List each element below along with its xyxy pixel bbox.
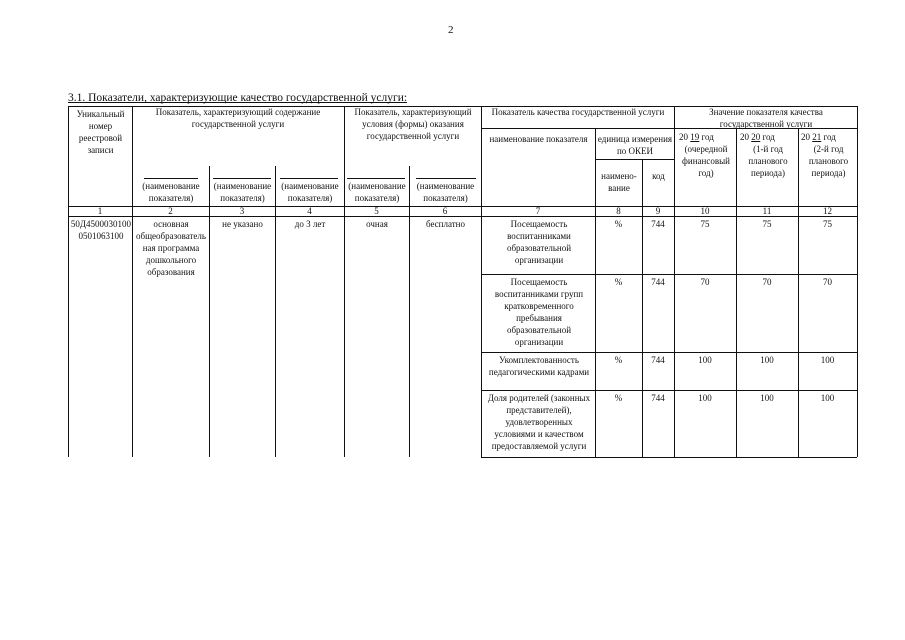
record-content-1: основная общеобразователь ная программа дошкольного образования	[136, 219, 206, 277]
header-indicator-value: Значение показателя качества государственной услуги	[709, 107, 823, 129]
sub-indicator-line-2	[213, 178, 271, 179]
col-number-8: 8	[616, 206, 621, 216]
indicator-2-value-2020: 70	[762, 277, 772, 287]
col-number-12: 12	[823, 206, 832, 216]
header-unit-name: наимено-вание	[601, 171, 637, 193]
section-title-underline	[68, 102, 407, 103]
col-border-0	[68, 106, 69, 457]
year3-value: 21	[812, 132, 822, 142]
indicator-3-name: Укомплектованность педагогическими кадрами	[488, 355, 590, 377]
year3-suffix: год	[823, 132, 836, 142]
col-number-2: 2	[168, 206, 173, 216]
indicator-row-divider-2	[481, 352, 857, 353]
sub-indicator-1: (наименование показателя)	[142, 181, 200, 203]
col-border-6	[481, 106, 482, 457]
year3-prefix: 20	[801, 132, 810, 142]
sub-indicator-line-1	[144, 178, 198, 179]
indicator-3-unit: %	[614, 355, 623, 365]
sub-indicator-line-3	[280, 178, 338, 179]
indicator-4-unit: %	[614, 393, 623, 403]
header-indicator-name: наименование показателя	[489, 134, 588, 144]
indicator-4-value-2021: 100	[820, 393, 835, 403]
col-number-6: 6	[442, 206, 448, 216]
section-title-text: 3.1. Показатели, характеризующие качество государственной услуги:	[68, 92, 408, 104]
indicator-1-name: Посещаемость воспитанниками образовательной организации	[506, 219, 572, 265]
col-number-3: 3	[239, 206, 245, 216]
col-border-11	[798, 128, 799, 457]
col-number-11: 11	[762, 206, 772, 216]
year1-label	[679, 131, 714, 143]
indicator-2-value-2019: 70	[700, 277, 710, 287]
year3-label	[801, 131, 836, 143]
okei-header-divider	[595, 159, 674, 160]
indicator-2-unit: %	[614, 277, 623, 287]
header-unique-number: Уникальный номер реестровой записи	[76, 109, 125, 155]
record-unique-number: 50Д45000301000501063100	[70, 219, 132, 241]
col-number-5: 5	[374, 206, 379, 216]
col-number-1: 1	[97, 206, 103, 216]
sub-indicator-line-5	[416, 178, 476, 179]
col-number-4: 4	[307, 206, 312, 216]
indicator-3-value-2020: 100	[760, 355, 774, 365]
sub-indicator-5: (наименование показателя)	[416, 181, 475, 203]
year2-desc: (1-й год планового периода)	[748, 144, 788, 178]
record-condition-2: бесплатно	[426, 219, 465, 229]
indicator-row-divider-1	[481, 274, 857, 275]
col-border-8	[642, 159, 643, 457]
indicator-3-value-2019: 100	[698, 355, 712, 365]
indicator-1-value-2020: 75	[762, 219, 772, 229]
col-number-9: 9	[655, 206, 661, 216]
record-content-2: не указано	[222, 219, 263, 229]
indicator-1-value-2019: 75	[700, 219, 710, 229]
indicator-4-value-2020: 100	[760, 393, 774, 403]
sub-indicator-2: (наименование показателя)	[213, 181, 272, 203]
indicator-4-value-2019: 100	[698, 393, 712, 403]
year1-suffix: год	[701, 132, 714, 142]
indicator-3-code: 744	[651, 355, 665, 365]
record-condition-1: очная	[366, 219, 388, 229]
indicator-row-divider-3	[481, 390, 857, 391]
col-border-7	[595, 128, 596, 457]
indicator-1-code: 744	[651, 219, 665, 229]
sub-indicator-4: (наименование показателя)	[348, 181, 406, 203]
col-border-4	[344, 106, 345, 457]
year2-prefix: 20	[740, 132, 749, 142]
indicator-2-code: 744	[651, 277, 665, 287]
indicator-3-value-2021: 100	[820, 355, 835, 365]
header-quality-indicator: Показатель качества государственной услуги	[491, 107, 665, 117]
indicator-1-value-2021: 75	[823, 219, 832, 229]
col-border-12	[857, 106, 858, 457]
year1-desc: (очередной финансовый год)	[682, 144, 730, 178]
sub-indicator-3: (наименование показателя)	[281, 181, 339, 203]
header-conditions-indicator: Показатель, характеризующий условия (формы) оказания государственной услуги	[354, 107, 472, 141]
year2-label	[740, 131, 775, 143]
header-unit-okei: единица измерения по ОКЕИ	[597, 134, 673, 156]
section-title	[68, 92, 407, 104]
year3-desc: (2-й год планового периода)	[808, 144, 849, 178]
year2-suffix: год	[762, 132, 775, 142]
indicator-1-unit: %	[614, 219, 623, 229]
year1-prefix: 20	[679, 132, 688, 142]
indicator-4-name: Доля родителей (законных представителей), удовлетворенных условиями и качеством предоставляемой услуги	[487, 393, 591, 451]
record-content-3: до 3 лет	[294, 219, 326, 229]
page-number: 2	[448, 24, 454, 36]
indicator-4-code: 744	[651, 393, 665, 403]
header-unit-code: код	[652, 171, 665, 181]
table-bottom-border	[481, 457, 857, 458]
col-number-7: 7	[535, 206, 541, 216]
year1-value: 19	[690, 132, 700, 142]
col-border-10	[736, 128, 737, 457]
header-content-indicator: Показатель, характеризующий содержание государственной услуги	[155, 107, 321, 129]
col-border-1	[132, 106, 133, 457]
indicator-2-value-2021: 70	[823, 277, 832, 287]
sub-indicator-line-4	[347, 178, 405, 179]
col-number-10: 10	[700, 206, 710, 216]
indicator-2-name: Посещаемость воспитанниками групп кратковременного пребывания образовательной организации	[494, 277, 584, 347]
year2-value: 20	[751, 132, 761, 142]
